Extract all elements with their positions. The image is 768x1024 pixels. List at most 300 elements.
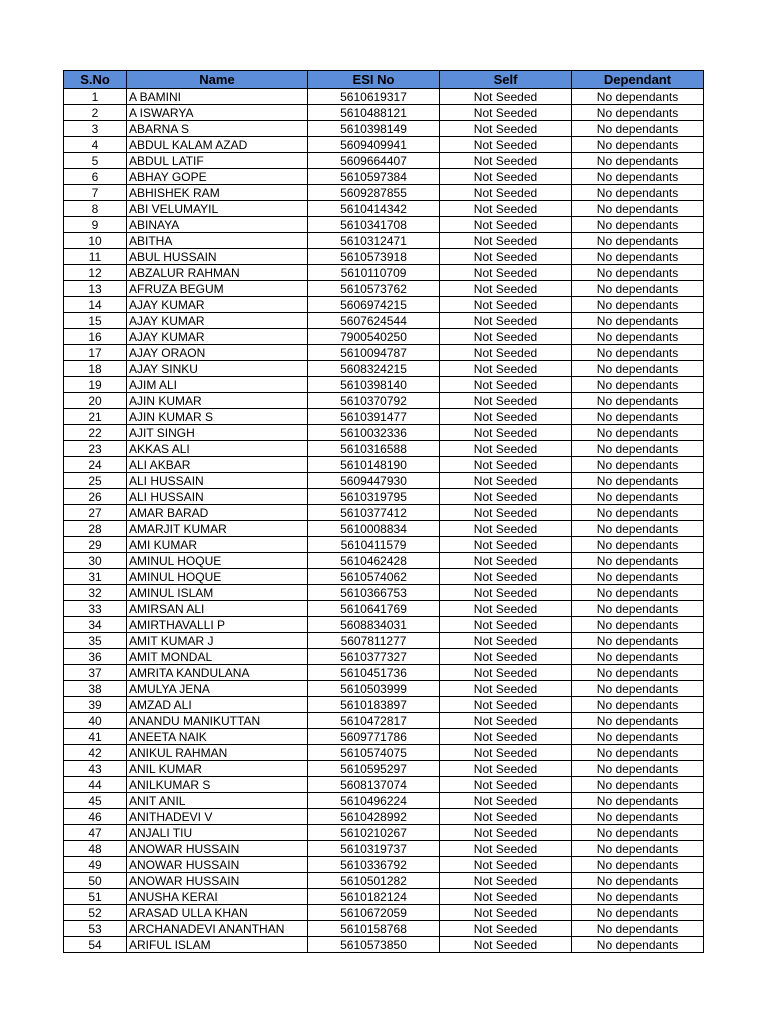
cell-self: Not Seeded: [440, 393, 572, 409]
cell-self: Not Seeded: [440, 489, 572, 505]
cell-dependant: No dependants: [572, 201, 704, 217]
cell-esi-no: 5610672059: [308, 905, 440, 921]
cell-esi-no: 5609447930: [308, 473, 440, 489]
cell-name: ANEETA NAIK: [127, 729, 308, 745]
cell-esi-no: 5610472817: [308, 713, 440, 729]
cell-self: Not Seeded: [440, 473, 572, 489]
table-row: [64, 393, 704, 409]
cell-sno: 27: [64, 505, 127, 521]
cell-dependant: No dependants: [572, 89, 704, 105]
cell-name: AJIT SINGH: [127, 425, 308, 441]
header-esi-no: ESI No: [308, 71, 440, 89]
cell-sno: 10: [64, 233, 127, 249]
cell-dependant: No dependants: [572, 121, 704, 137]
cell-dependant: No dependants: [572, 937, 704, 953]
table-row: [64, 329, 704, 345]
table-row: [64, 137, 704, 153]
cell-name: AJIN KUMAR S: [127, 409, 308, 425]
cell-self: Not Seeded: [440, 121, 572, 137]
cell-dependant: No dependants: [572, 921, 704, 937]
cell-dependant: No dependants: [572, 617, 704, 633]
table-row: [64, 681, 704, 697]
table-row: [64, 105, 704, 121]
cell-sno: 26: [64, 489, 127, 505]
table-row: [64, 473, 704, 489]
cell-name: AMULYA JENA: [127, 681, 308, 697]
cell-name: AMARJIT KUMAR: [127, 521, 308, 537]
cell-esi-no: 5610008834: [308, 521, 440, 537]
cell-name: ALI HUSSAIN: [127, 473, 308, 489]
cell-dependant: No dependants: [572, 633, 704, 649]
cell-self: Not Seeded: [440, 713, 572, 729]
table-row: [64, 889, 704, 905]
cell-dependant: No dependants: [572, 169, 704, 185]
cell-dependant: No dependants: [572, 585, 704, 601]
table-row: [64, 729, 704, 745]
cell-esi-no: 5610573918: [308, 249, 440, 265]
cell-esi-no: 5610377412: [308, 505, 440, 521]
cell-dependant: No dependants: [572, 745, 704, 761]
cell-self: Not Seeded: [440, 169, 572, 185]
cell-name: ABDUL LATIF: [127, 153, 308, 169]
cell-self: Not Seeded: [440, 441, 572, 457]
cell-dependant: No dependants: [572, 457, 704, 473]
cell-sno: 19: [64, 377, 127, 393]
cell-name: ALI AKBAR: [127, 457, 308, 473]
header-sno: S.No: [64, 71, 127, 89]
cell-sno: 51: [64, 889, 127, 905]
cell-name: AJIN KUMAR: [127, 393, 308, 409]
cell-self: Not Seeded: [440, 377, 572, 393]
table-row: [64, 153, 704, 169]
cell-self: Not Seeded: [440, 201, 572, 217]
cell-dependant: No dependants: [572, 793, 704, 809]
table-row: [64, 745, 704, 761]
cell-self: Not Seeded: [440, 857, 572, 873]
table-row: [64, 313, 704, 329]
cell-name: AFRUZA BEGUM: [127, 281, 308, 297]
cell-sno: 40: [64, 713, 127, 729]
cell-esi-no: 5610428992: [308, 809, 440, 825]
table-row: [64, 921, 704, 937]
table-row: [64, 649, 704, 665]
cell-sno: 20: [64, 393, 127, 409]
cell-dependant: No dependants: [572, 441, 704, 457]
cell-sno: 11: [64, 249, 127, 265]
cell-esi-no: 5608834031: [308, 617, 440, 633]
table-row: [64, 169, 704, 185]
cell-dependant: No dependants: [572, 409, 704, 425]
table-body: [64, 89, 704, 953]
table-row: [64, 121, 704, 137]
cell-esi-no: 5609287855: [308, 185, 440, 201]
table-row: [64, 185, 704, 201]
cell-esi-no: 5610574075: [308, 745, 440, 761]
cell-dependant: No dependants: [572, 473, 704, 489]
table-row: [64, 265, 704, 281]
cell-self: Not Seeded: [440, 761, 572, 777]
cell-self: Not Seeded: [440, 233, 572, 249]
cell-dependant: No dependants: [572, 665, 704, 681]
cell-sno: 48: [64, 841, 127, 857]
cell-self: Not Seeded: [440, 889, 572, 905]
cell-dependant: No dependants: [572, 105, 704, 121]
cell-name: AMZAD ALI: [127, 697, 308, 713]
table-row: [64, 489, 704, 505]
cell-dependant: No dependants: [572, 217, 704, 233]
cell-esi-no: 5610488121: [308, 105, 440, 121]
cell-name: ABHAY GOPE: [127, 169, 308, 185]
cell-self: Not Seeded: [440, 329, 572, 345]
table-row: [64, 777, 704, 793]
cell-dependant: No dependants: [572, 393, 704, 409]
cell-esi-no: 5608324215: [308, 361, 440, 377]
cell-self: Not Seeded: [440, 297, 572, 313]
cell-dependant: No dependants: [572, 297, 704, 313]
cell-esi-no: 5610573762: [308, 281, 440, 297]
cell-esi-no: 5610597384: [308, 169, 440, 185]
cell-dependant: No dependants: [572, 489, 704, 505]
cell-sno: 18: [64, 361, 127, 377]
table-row: [64, 569, 704, 585]
cell-name: ABZALUR RAHMAN: [127, 265, 308, 281]
cell-sno: 49: [64, 857, 127, 873]
cell-name: ANIT ANIL: [127, 793, 308, 809]
cell-dependant: No dependants: [572, 505, 704, 521]
cell-dependant: No dependants: [572, 377, 704, 393]
cell-dependant: No dependants: [572, 889, 704, 905]
cell-self: Not Seeded: [440, 521, 572, 537]
cell-esi-no: 5610366753: [308, 585, 440, 601]
cell-sno: 45: [64, 793, 127, 809]
cell-self: Not Seeded: [440, 569, 572, 585]
cell-self: Not Seeded: [440, 617, 572, 633]
cell-dependant: No dependants: [572, 553, 704, 569]
cell-self: Not Seeded: [440, 825, 572, 841]
cell-self: Not Seeded: [440, 777, 572, 793]
cell-esi-no: 5610501282: [308, 873, 440, 889]
cell-self: Not Seeded: [440, 633, 572, 649]
cell-name: ANOWAR HUSSAIN: [127, 841, 308, 857]
cell-name: ANIL KUMAR: [127, 761, 308, 777]
cell-esi-no: 5610641769: [308, 601, 440, 617]
cell-sno: 36: [64, 649, 127, 665]
table-row: [64, 89, 704, 105]
cell-sno: 2: [64, 105, 127, 121]
cell-dependant: No dependants: [572, 185, 704, 201]
cell-self: Not Seeded: [440, 649, 572, 665]
cell-dependant: No dependants: [572, 313, 704, 329]
cell-esi-no: 5610158768: [308, 921, 440, 937]
cell-sno: 24: [64, 457, 127, 473]
cell-dependant: No dependants: [572, 825, 704, 841]
cell-esi-no: 5610183897: [308, 697, 440, 713]
cell-sno: 3: [64, 121, 127, 137]
table-row: [64, 585, 704, 601]
table-row: [64, 809, 704, 825]
cell-self: Not Seeded: [440, 537, 572, 553]
cell-dependant: No dependants: [572, 713, 704, 729]
cell-name: AMAR BARAD: [127, 505, 308, 521]
cell-dependant: No dependants: [572, 729, 704, 745]
cell-sno: 7: [64, 185, 127, 201]
table-row: [64, 713, 704, 729]
cell-name: AKKAS ALI: [127, 441, 308, 457]
cell-name: ARIFUL ISLAM: [127, 937, 308, 953]
cell-esi-no: 5607624544: [308, 313, 440, 329]
cell-sno: 33: [64, 601, 127, 617]
cell-esi-no: 5610312471: [308, 233, 440, 249]
cell-sno: 17: [64, 345, 127, 361]
cell-sno: 25: [64, 473, 127, 489]
table-row: [64, 633, 704, 649]
cell-self: Not Seeded: [440, 809, 572, 825]
cell-self: Not Seeded: [440, 361, 572, 377]
cell-esi-no: 5607811277: [308, 633, 440, 649]
cell-self: Not Seeded: [440, 601, 572, 617]
cell-name: AJIM ALI: [127, 377, 308, 393]
header-dependant: Dependant: [572, 71, 704, 89]
cell-self: Not Seeded: [440, 841, 572, 857]
table-row: [64, 457, 704, 473]
cell-name: ANOWAR HUSSAIN: [127, 873, 308, 889]
cell-self: Not Seeded: [440, 697, 572, 713]
cell-esi-no: 5606974215: [308, 297, 440, 313]
cell-sno: 4: [64, 137, 127, 153]
cell-sno: 44: [64, 777, 127, 793]
cell-sno: 14: [64, 297, 127, 313]
cell-esi-no: 5610451736: [308, 665, 440, 681]
cell-name: ANANDU MANIKUTTAN: [127, 713, 308, 729]
cell-self: Not Seeded: [440, 265, 572, 281]
cell-name: AMIT MONDAL: [127, 649, 308, 665]
cell-sno: 46: [64, 809, 127, 825]
cell-sno: 16: [64, 329, 127, 345]
cell-esi-no: 5610411579: [308, 537, 440, 553]
table-row: [64, 665, 704, 681]
table-row: [64, 409, 704, 425]
table-row: [64, 825, 704, 841]
table-row: [64, 521, 704, 537]
cell-self: Not Seeded: [440, 153, 572, 169]
cell-esi-no: 5610414342: [308, 201, 440, 217]
cell-name: ABINAYA: [127, 217, 308, 233]
esi-table: [63, 70, 704, 953]
cell-name: AMINUL ISLAM: [127, 585, 308, 601]
cell-esi-no: 5610316588: [308, 441, 440, 457]
cell-dependant: No dependants: [572, 137, 704, 153]
cell-self: Not Seeded: [440, 185, 572, 201]
table-row: [64, 505, 704, 521]
cell-sno: 53: [64, 921, 127, 937]
cell-esi-no: 5609409941: [308, 137, 440, 153]
cell-name: AMIRSAN ALI: [127, 601, 308, 617]
cell-sno: 39: [64, 697, 127, 713]
cell-dependant: No dependants: [572, 601, 704, 617]
cell-self: Not Seeded: [440, 409, 572, 425]
table-row: [64, 201, 704, 217]
cell-self: Not Seeded: [440, 905, 572, 921]
table-row: [64, 553, 704, 569]
cell-esi-no: 5610148190: [308, 457, 440, 473]
cell-esi-no: 5610496224: [308, 793, 440, 809]
cell-sno: 8: [64, 201, 127, 217]
cell-name: AMIRTHAVALLI P: [127, 617, 308, 633]
cell-sno: 54: [64, 937, 127, 953]
header-row: [64, 71, 704, 89]
cell-name: ANIKUL RAHMAN: [127, 745, 308, 761]
cell-dependant: No dependants: [572, 425, 704, 441]
table-row: [64, 297, 704, 313]
cell-sno: 13: [64, 281, 127, 297]
cell-sno: 52: [64, 905, 127, 921]
cell-dependant: No dependants: [572, 873, 704, 889]
table-row: [64, 281, 704, 297]
cell-dependant: No dependants: [572, 361, 704, 377]
cell-dependant: No dependants: [572, 681, 704, 697]
cell-dependant: No dependants: [572, 841, 704, 857]
cell-self: Not Seeded: [440, 425, 572, 441]
header-name: Name: [127, 71, 308, 89]
cell-name: ANOWAR HUSSAIN: [127, 857, 308, 873]
cell-self: Not Seeded: [440, 249, 572, 265]
cell-name: ANJALI TIU: [127, 825, 308, 841]
table-row: [64, 617, 704, 633]
cell-sno: 1: [64, 89, 127, 105]
table-row: [64, 217, 704, 233]
table-row: [64, 233, 704, 249]
cell-self: Not Seeded: [440, 745, 572, 761]
cell-sno: 43: [64, 761, 127, 777]
cell-name: AJAY KUMAR: [127, 297, 308, 313]
cell-self: Not Seeded: [440, 89, 572, 105]
cell-sno: 38: [64, 681, 127, 697]
cell-sno: 5: [64, 153, 127, 169]
cell-self: Not Seeded: [440, 585, 572, 601]
table-row: [64, 761, 704, 777]
cell-esi-no: 5610503999: [308, 681, 440, 697]
cell-esi-no: 5609771786: [308, 729, 440, 745]
cell-name: A BAMINI: [127, 89, 308, 105]
cell-dependant: No dependants: [572, 537, 704, 553]
cell-sno: 35: [64, 633, 127, 649]
cell-name: ABHISHEK RAM: [127, 185, 308, 201]
table-row: [64, 793, 704, 809]
cell-self: Not Seeded: [440, 681, 572, 697]
cell-esi-no: 5609664407: [308, 153, 440, 169]
cell-esi-no: 7900540250: [308, 329, 440, 345]
cell-sno: 29: [64, 537, 127, 553]
table-row: [64, 937, 704, 953]
cell-name: ALI HUSSAIN: [127, 489, 308, 505]
cell-name: ABARNA S: [127, 121, 308, 137]
cell-esi-no: 5610032336: [308, 425, 440, 441]
cell-self: Not Seeded: [440, 345, 572, 361]
cell-dependant: No dependants: [572, 153, 704, 169]
table-row: [64, 697, 704, 713]
cell-sno: 9: [64, 217, 127, 233]
table-row: [64, 873, 704, 889]
cell-esi-no: 5610574062: [308, 569, 440, 585]
table-row: [64, 377, 704, 393]
cell-sno: 47: [64, 825, 127, 841]
cell-esi-no: 5610595297: [308, 761, 440, 777]
cell-dependant: No dependants: [572, 649, 704, 665]
cell-name: ARASAD ULLA KHAN: [127, 905, 308, 921]
cell-dependant: No dependants: [572, 777, 704, 793]
cell-dependant: No dependants: [572, 761, 704, 777]
cell-esi-no: 5610370792: [308, 393, 440, 409]
cell-dependant: No dependants: [572, 905, 704, 921]
cell-self: Not Seeded: [440, 137, 572, 153]
cell-name: AMINUL HOQUE: [127, 553, 308, 569]
cell-esi-no: 5610319737: [308, 841, 440, 857]
cell-dependant: No dependants: [572, 249, 704, 265]
cell-dependant: No dependants: [572, 265, 704, 281]
cell-self: Not Seeded: [440, 729, 572, 745]
cell-self: Not Seeded: [440, 281, 572, 297]
cell-name: AMINUL HOQUE: [127, 569, 308, 585]
header-self: Self: [440, 71, 572, 89]
table-row: [64, 841, 704, 857]
cell-name: ANUSHA KERAI: [127, 889, 308, 905]
cell-self: Not Seeded: [440, 553, 572, 569]
cell-dependant: No dependants: [572, 809, 704, 825]
table-row: [64, 601, 704, 617]
cell-sno: 15: [64, 313, 127, 329]
table-row: [64, 857, 704, 873]
cell-esi-no: 5608137074: [308, 777, 440, 793]
cell-dependant: No dependants: [572, 521, 704, 537]
cell-esi-no: 5610094787: [308, 345, 440, 361]
cell-esi-no: 5610573850: [308, 937, 440, 953]
cell-esi-no: 5610341708: [308, 217, 440, 233]
cell-esi-no: 5610462428: [308, 553, 440, 569]
cell-dependant: No dependants: [572, 281, 704, 297]
cell-sno: 42: [64, 745, 127, 761]
cell-esi-no: 5610377327: [308, 649, 440, 665]
cell-sno: 31: [64, 569, 127, 585]
cell-esi-no: 5610619317: [308, 89, 440, 105]
cell-sno: 23: [64, 441, 127, 457]
cell-sno: 28: [64, 521, 127, 537]
cell-dependant: No dependants: [572, 345, 704, 361]
cell-name: AJAY ORAON: [127, 345, 308, 361]
cell-sno: 30: [64, 553, 127, 569]
cell-name: ANITHADEVI V: [127, 809, 308, 825]
cell-sno: 22: [64, 425, 127, 441]
cell-sno: 32: [64, 585, 127, 601]
cell-sno: 37: [64, 665, 127, 681]
cell-name: A ISWARYA: [127, 105, 308, 121]
cell-sno: 41: [64, 729, 127, 745]
cell-self: Not Seeded: [440, 937, 572, 953]
cell-name: ABDUL KALAM AZAD: [127, 137, 308, 153]
cell-sno: 12: [64, 265, 127, 281]
cell-dependant: No dependants: [572, 857, 704, 873]
cell-esi-no: 5610398149: [308, 121, 440, 137]
table-row: [64, 537, 704, 553]
cell-esi-no: 5610182124: [308, 889, 440, 905]
cell-dependant: No dependants: [572, 697, 704, 713]
cell-esi-no: 5610210267: [308, 825, 440, 841]
cell-name: AMRITA KANDULANA: [127, 665, 308, 681]
cell-self: Not Seeded: [440, 457, 572, 473]
cell-dependant: No dependants: [572, 569, 704, 585]
cell-name: AJAY KUMAR: [127, 313, 308, 329]
cell-self: Not Seeded: [440, 505, 572, 521]
table-row: [64, 345, 704, 361]
